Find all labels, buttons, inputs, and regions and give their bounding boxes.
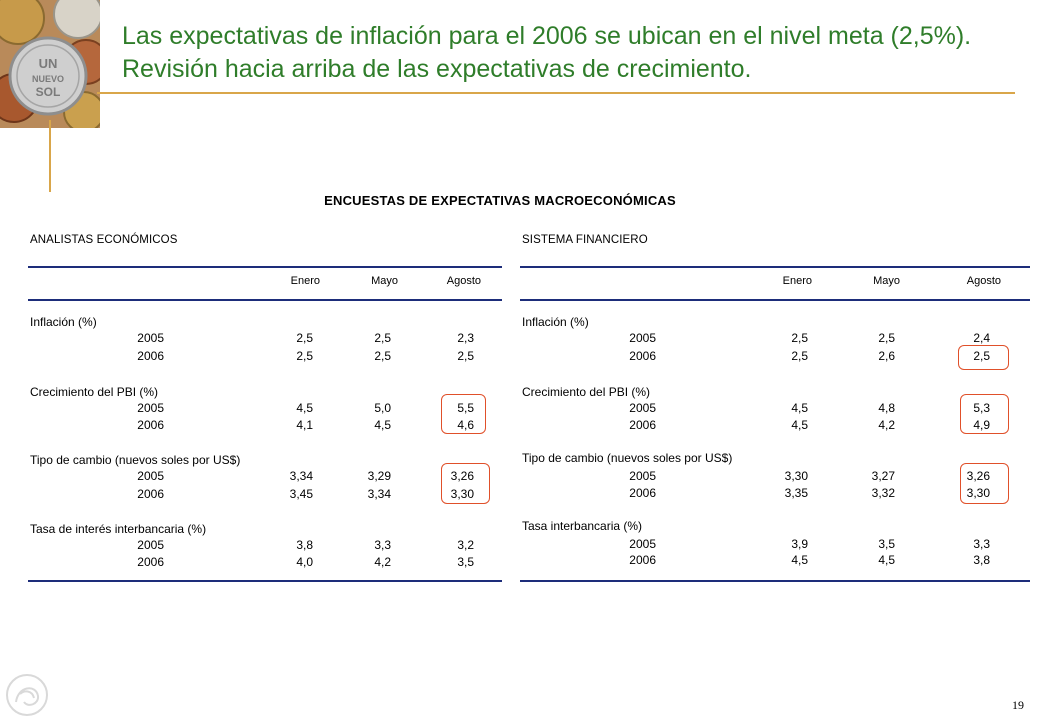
row-year: 2006 [629, 349, 656, 363]
value-enero: 4,5 [791, 401, 808, 415]
table-top-rule [520, 266, 1030, 268]
value-agosto: 5,3 [973, 401, 990, 415]
value-agosto: 2,4 [973, 331, 990, 345]
value-enero: 3,35 [784, 486, 808, 500]
table-row [28, 487, 502, 503]
value-enero: 2,5 [296, 331, 313, 345]
value-enero: 4,0 [296, 555, 313, 569]
value-mayo: 4,5 [374, 418, 391, 432]
table-title: ANALISTAS ECONÓMICOS [30, 234, 178, 246]
value-enero: 2,5 [296, 349, 313, 363]
value-agosto: 4,6 [457, 418, 474, 432]
value-agosto: 2,5 [973, 349, 990, 363]
value-enero: 3,8 [296, 538, 313, 552]
table-row [28, 555, 502, 571]
highlight-box [441, 463, 490, 504]
value-agosto: 3,30 [966, 486, 990, 500]
value-enero: 2,5 [791, 349, 808, 363]
table-row [520, 486, 1030, 502]
highlight-box [960, 463, 1009, 504]
highlight-box [441, 394, 486, 434]
table-row [28, 331, 502, 347]
value-enero: 4,5 [296, 401, 313, 415]
accent-horizontal-line [97, 92, 1015, 94]
row-year: 2005 [137, 331, 164, 345]
section-label-pbi: Crecimiento del PBI (%) [522, 385, 651, 399]
table-header-rule [28, 299, 502, 301]
row-year: 2005 [137, 401, 164, 415]
value-agosto: 3,30 [450, 487, 474, 501]
row-year: 2005 [137, 469, 164, 483]
value-mayo: 2,5 [878, 331, 895, 345]
section-label-tasa: Tasa interbancaria (%) [522, 519, 643, 533]
value-enero: 4,1 [296, 418, 313, 432]
survey-title: ENCUESTAS DE EXPECTATIVAS MACROECONÓMICAS [324, 193, 676, 208]
row-year: 2006 [629, 553, 656, 567]
value-agosto: 5,5 [457, 401, 474, 415]
column-header-mayo: Mayo [873, 275, 900, 287]
row-year: 2006 [137, 349, 164, 363]
value-agosto: 2,3 [457, 331, 474, 345]
table-row [520, 331, 1030, 347]
table-bottom-rule [520, 580, 1030, 582]
value-mayo: 3,3 [374, 538, 391, 552]
value-mayo: 4,2 [374, 555, 391, 569]
row-year: 2006 [629, 486, 656, 500]
value-mayo: 3,29 [367, 469, 391, 483]
column-header-agosto: Agosto [446, 275, 481, 287]
table-row [520, 401, 1030, 417]
table-row [28, 538, 502, 554]
column-header-mayo: Mayo [371, 275, 398, 287]
svg-text:SOL: SOL [35, 85, 61, 99]
row-year: 2006 [629, 418, 656, 432]
row-year: 2006 [137, 418, 164, 432]
table-row [520, 349, 1030, 365]
page-number: 19 [1012, 698, 1024, 712]
table-row [28, 401, 502, 417]
value-agosto: 3,26 [966, 469, 990, 483]
value-enero: 4,5 [791, 418, 808, 432]
value-mayo: 4,5 [878, 553, 895, 567]
table-row [520, 469, 1030, 485]
section-label-tasa: Tasa de interés interbancaria (%) [30, 522, 207, 536]
value-agosto: 3,8 [973, 553, 990, 567]
row-year: 2006 [137, 487, 164, 501]
value-agosto: 3,5 [457, 555, 474, 569]
value-enero: 4,5 [791, 553, 808, 567]
coins-image [0, 0, 100, 128]
row-year: 2005 [629, 331, 656, 345]
value-agosto: 3,3 [973, 537, 990, 551]
value-agosto: 3,26 [450, 469, 474, 483]
value-agosto: 3,2 [457, 538, 474, 552]
highlight-box [960, 394, 1009, 434]
table-header-rule [520, 299, 1030, 301]
table-title: SISTEMA FINANCIERO [522, 234, 648, 246]
table-row [28, 418, 502, 434]
value-mayo: 2,6 [878, 349, 895, 363]
value-mayo: 4,8 [878, 401, 895, 415]
value-agosto: 2,5 [457, 349, 474, 363]
svg-text:NUEVO: NUEVO [31, 74, 65, 84]
row-year: 2005 [629, 401, 656, 415]
row-year: 2005 [629, 469, 656, 483]
table-row [520, 418, 1030, 434]
row-year: 2006 [137, 555, 164, 569]
value-enero: 3,30 [784, 469, 808, 483]
value-agosto: 4,9 [973, 418, 990, 432]
value-enero: 3,34 [289, 469, 313, 483]
column-header-agosto: Agosto [966, 275, 1001, 287]
table-row [28, 349, 502, 365]
section-label-tipo-cambio: Tipo de cambio (nuevos soles por US$) [522, 451, 733, 465]
value-mayo: 3,5 [878, 537, 895, 551]
section-label-tipo-cambio: Tipo de cambio (nuevos soles por US$) [30, 453, 241, 467]
table-row [28, 469, 502, 485]
value-enero: 2,5 [791, 331, 808, 345]
section-label-inflacion: Inflación (%) [522, 315, 589, 329]
value-mayo: 3,32 [871, 486, 895, 500]
value-mayo: 3,27 [871, 469, 895, 483]
value-enero: 3,45 [289, 487, 313, 501]
value-enero: 3,9 [791, 537, 808, 551]
bank-logo-icon [4, 672, 50, 718]
slide-title: Las expectativas de inflación para el 2006 se ubican en el nivel meta (2,5%). Revisión hacia arriba de las expectativas de crecimiento. [122, 22, 972, 83]
table-row [520, 537, 1030, 553]
value-mayo: 4,2 [878, 418, 895, 432]
svg-text:UN: UN [38, 56, 58, 71]
table-top-rule [28, 266, 502, 268]
highlight-box [958, 345, 1009, 370]
value-mayo: 2,5 [374, 349, 391, 363]
section-label-inflacion: Inflación (%) [30, 315, 97, 329]
section-label-pbi: Crecimiento del PBI (%) [30, 385, 159, 399]
table-row [520, 553, 1030, 569]
row-year: 2005 [137, 538, 164, 552]
accent-vertical-line [49, 120, 51, 192]
value-mayo: 2,5 [374, 331, 391, 345]
value-mayo: 3,34 [367, 487, 391, 501]
column-header-enero: Enero [290, 275, 320, 287]
row-year: 2005 [629, 537, 656, 551]
column-header-enero: Enero [782, 275, 812, 287]
value-mayo: 5,0 [374, 401, 391, 415]
table-bottom-rule [28, 580, 502, 582]
